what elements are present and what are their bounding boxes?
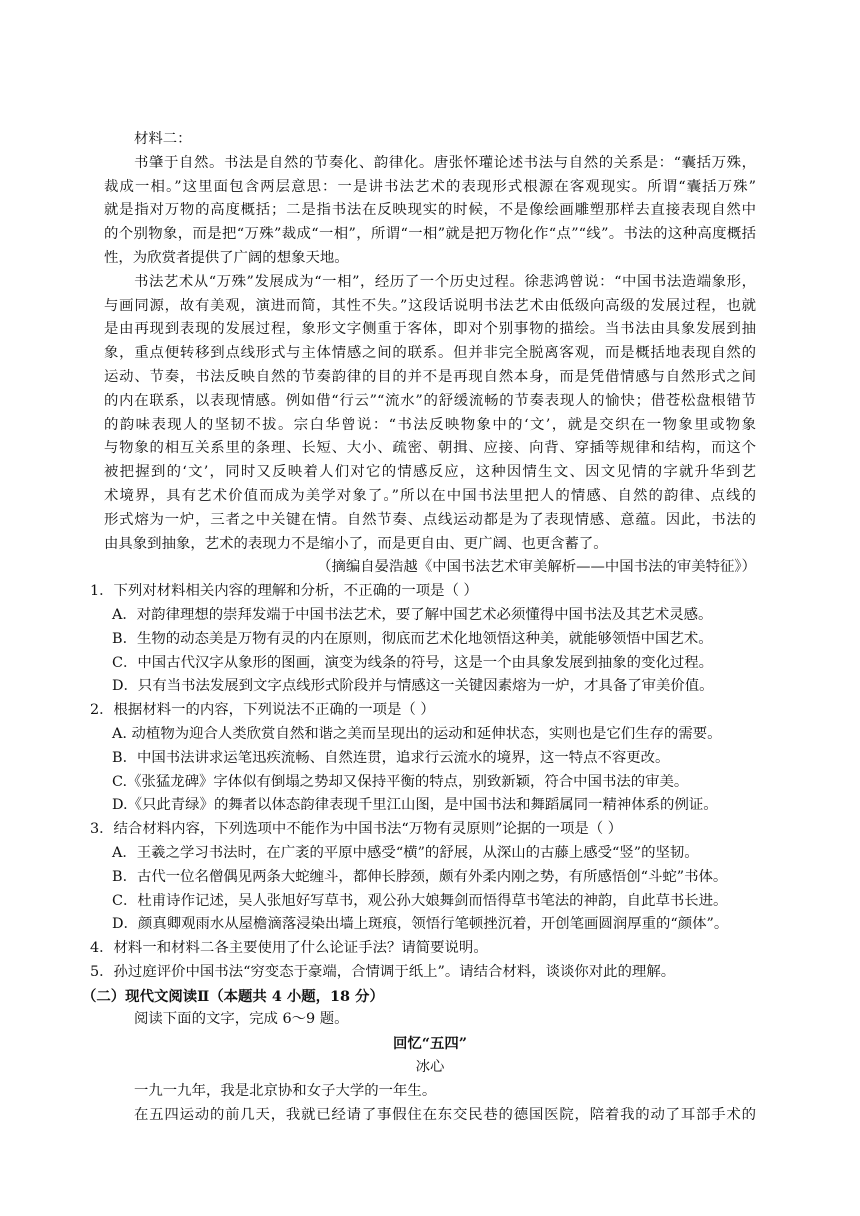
- question-stem: 1．下列对材料相关内容的理解和分析，不正确的一项是（ ）: [90, 583, 478, 600]
- question-stem: 5．孙过庭评价中国书法“穷变态于豪端，合情调于纸上”。请结合材料，谈谈你对此的理解。: [90, 963, 676, 980]
- paragraph-1: [104, 152, 756, 271]
- question-stem: 3．结合材料内容，下列选项中不能作为中国书法“万物有灵原则”论据的一项是（ ）: [90, 821, 623, 838]
- paragraph-line: 被把握到的‘文’，同时又反映着人们对它的情感反应，这种因情生文、因文见情的字就升华到艺: [104, 464, 756, 481]
- paragraph-line: 运动、节奏，书法反映自然的节奏韵律的目的并不是再现自然本身，而是凭借情感与自然形式之间: [104, 368, 756, 385]
- question-5: [90, 961, 756, 985]
- option-b: B．生物的动态美是万物有灵的内在原则，彻底而艺术化地领悟这种美，就能够领悟中国艺术。: [112, 630, 713, 647]
- option-c: C．杜甫诗作记述，吴人张旭好写草书，观公孙大娘舞剑而悟得草书笔法的神韵，自此草书长进。: [112, 892, 728, 909]
- option-a: A．王羲之学习书法时，在广袤的平原中感受“横”的舒展，从深山的古藤上感受“竖”的坚韧。: [112, 844, 699, 861]
- question-2: [90, 699, 756, 818]
- paragraph-line: 的韵味表现人的坚韧不拔。宗白华曾说：“书法反映物象中的‘文’，就是交织在一物象里或物象: [104, 416, 756, 433]
- option-d: D．颜真卿观雨水从屋檐滴落浸染出墙上斑痕，领悟行笔顿挫沉着，开创笔画圆润厚重的“颜体”。: [112, 916, 729, 933]
- paragraph-line: 的内在联系，以表现情感。例如借“行云”“流水”的舒缓流畅的节奏表现人的愉快；借苍松盘根错节: [104, 392, 756, 409]
- paragraph-line: 性，为欣赏者提供了广阔的想象天地。: [104, 249, 349, 266]
- paragraph-line: 由具象到抽象，艺术的表现力不是缩小了，而是更自由、更广阔、也更含蓄了。: [104, 535, 608, 552]
- option-c: C.《张猛龙碑》字体似有倒塌之势却又保持平衡的特点，别致新颖，符合中国书法的审美。: [112, 773, 689, 790]
- article-line: 在五四运动的前几天，我就已经请了事假住在东交民巷的德国医院，陪着我的动了耳部手术的: [134, 1106, 756, 1123]
- article-title: 回忆“五四”: [392, 1035, 468, 1053]
- paragraph-line: 是由再现到表现的发展过程，象形文字侧重于客体，即对个别事物的描绘。当书法由具象发展到抽: [104, 321, 756, 338]
- option-d: D．只有当书法发展到文字点线形式阶段并与情感这一关键因素熔为一炉，才具备了审美价值。: [112, 678, 714, 695]
- instruction-text: 阅读下面的文字，完成 6～9 题。: [134, 1011, 349, 1028]
- source-citation: （摘编自晏浩越《中国书法艺术审美解析——中国书法的审美特征》）: [317, 559, 756, 576]
- paragraph-line: 象，重点便转移到点线形式与主体情感之间的联系。但并非完全脱离客观，而是概括地表现自然的: [104, 345, 756, 362]
- question-4: [90, 937, 756, 961]
- paragraph-line: 的个别物象，而是把“万殊”裁成“一相”，所谓“一相”就是把万物化作“点”“线”。书法的这种高度概括: [104, 226, 756, 243]
- article-body: [104, 1080, 756, 1128]
- question-1: [90, 580, 756, 699]
- paragraph-line: 书肇于自然。书法是自然的节奏化、韵律化。唐张怀瓘论述书法与自然的关系是：“囊括万殊，: [134, 154, 756, 171]
- option-a: A．对韵律理想的崇拜发端于中国书法艺术，要了解中国艺术必须懂得中国书法及其艺术灵感。: [112, 606, 713, 623]
- page-content: [82, 128, 756, 1127]
- paragraph-line: 与画同源，故有美观，演进而简，其性不失。”这段话说明书法艺术由低级向高级的发展过程，也就: [104, 297, 756, 314]
- article-line: 一九一九年，我是北京协和女子大学的一年生。: [134, 1082, 437, 1099]
- paragraph-line: 术境界，具有艺术价值而成为美学对象了。”所以在中国书法里把人的情感、自然的韵律、点线的: [104, 487, 756, 504]
- paragraph-2: [104, 271, 756, 557]
- article-author: 冰心: [415, 1059, 445, 1076]
- material-label: 材料二：: [134, 131, 192, 147]
- paragraph-line: 书法艺术从“万殊”发展成为“一相”，经历了一个历史过程。徐悲鸿曾说：“中国书法造端象形，: [134, 273, 756, 290]
- option-c: C．中国古代汉字从象形的图画，演变为线条的符号，这是一个由具象发展到抽象的变化过程。: [112, 654, 714, 671]
- option-b: B．古代一位名僧偶见两条大蛇缠斗，都伸长脖颈，颇有外柔内刚之势，有所感悟创“斗蛇”书体。: [112, 868, 728, 885]
- paragraph-line: 与物象的相互关系里的条理、长短、大小、疏密、朝揖、应接、向背、穿插等规律和结构，而这个: [104, 440, 756, 457]
- section-heading: （二）现代文阅读Ⅱ（本题共 4 小题，18 分）: [82, 987, 384, 1005]
- option-d: D.《只此青绿》的舞者以体态韵律表现千里江山图，是中国书法和舞蹈属同一精神体系的例证。: [112, 797, 718, 814]
- question-stem: 4．材料一和材料二各主要使用了什么论证手法？请简要说明。: [90, 940, 488, 957]
- option-b: B．中国书法讲求运笔迅疾流畅、自然连贯，追求行云流水的境界，这一特点不容更改。: [112, 749, 670, 766]
- question-stem: 2．根据材料一的内容，下列说法不正确的一项是（ ）: [90, 702, 435, 719]
- paragraph-line: 就是指对万物的高度概括；二是指书法在反映现实的时候，不是像绘画雕塑那样去直接表现自然中: [104, 202, 756, 219]
- question-3: [90, 818, 756, 937]
- paragraph-line: 裁成一相。”这里面包含两层意思：一是讲书法艺术的表现形式根源在客观现实。所谓“囊括万殊”: [104, 178, 756, 195]
- paragraph-line: 形式熔为一炉，三者之中关键在情。自然节奏、点线运动都是为了表现情感、意蕴。因此，书法的: [104, 511, 756, 528]
- option-a: A. 动植物为迎合人类欣赏自然和谐之美而呈现出的运动和延伸状态，实则也是它们生存的需要。: [112, 725, 722, 742]
